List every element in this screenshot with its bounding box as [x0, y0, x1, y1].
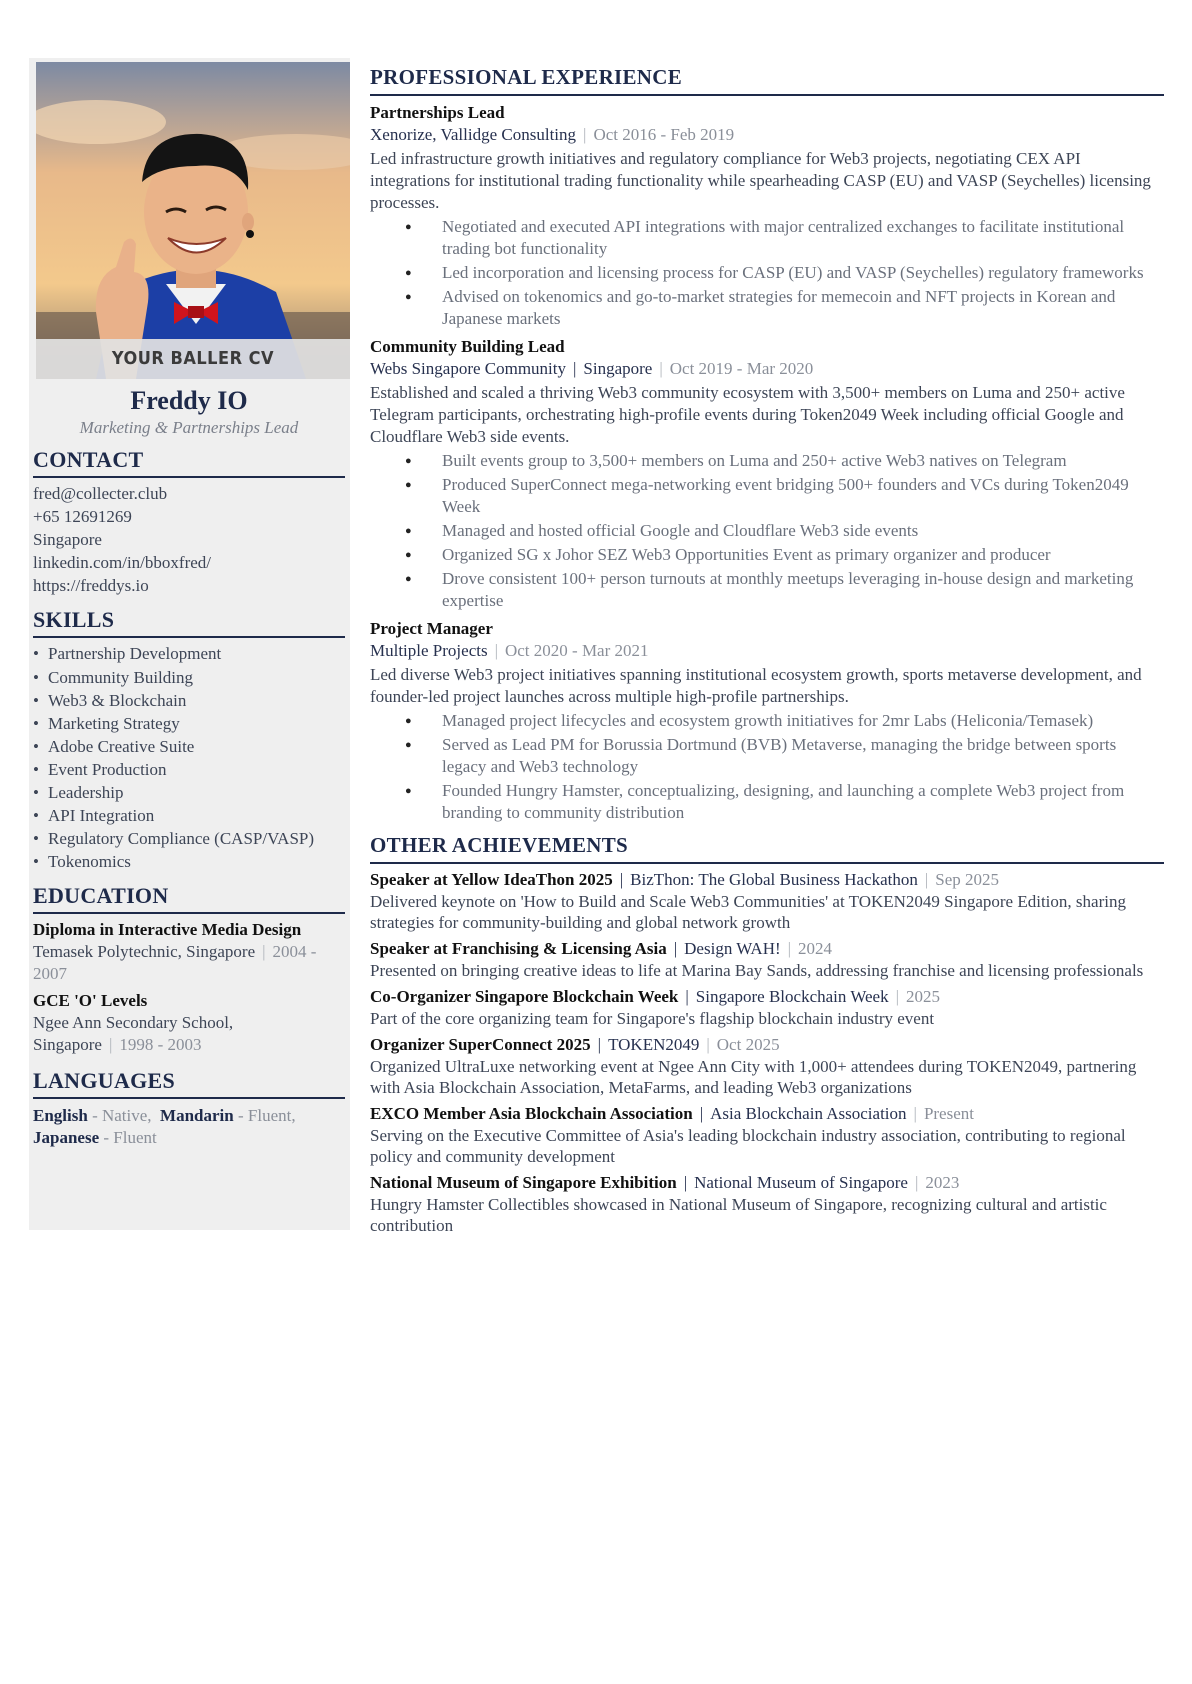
contact-email[interactable]: fred@collecter.club	[33, 484, 168, 503]
separator: |	[706, 1035, 710, 1054]
separator: |	[699, 1104, 704, 1123]
achievement-date: 2024	[798, 939, 833, 958]
achievement-header	[370, 1034, 1164, 1056]
job-bullet: ● Led incorporation and licensing process for CASP (EU) and VASP (Seychelles) regulatory frameworks	[370, 262, 1164, 284]
achievement-title: Organizer SuperConnect 2025	[370, 1035, 591, 1054]
achievement-entry	[370, 986, 1164, 1029]
main-content	[370, 64, 1164, 1236]
job-description: Led diverse Web3 project initiatives spanning institutional ecosystem growth, sports metaverse development, and founder-led project launches across multiple high-profile partnerships.	[370, 665, 1142, 706]
job-description: Established and scaled a thriving Web3 community ecosystem with 3,500+ members on Luma and 250+ active Telegram participants, orchestrating high-profile events during Token2049 Week including official Google and Cloudflare Web3 side events.	[370, 383, 1125, 446]
job-entry	[370, 102, 1164, 330]
separator: |	[597, 1035, 602, 1054]
achievement-title: National Museum of Singapore Exhibition	[370, 1173, 677, 1192]
achievement-description: Serving on the Executive Committee of Asia's leading blockchain industry association, contributing to regional policy and community development	[370, 1126, 1126, 1166]
education-dates: 2004 - 2007	[33, 942, 317, 984]
job-description: Led infrastructure growth initiatives and regulatory compliance for Web3 projects, negotiating CEX API integrations for institutional trading functionality while spearheading CASP (EU) and VASP (Seychelles) licensing processes.	[370, 149, 1151, 212]
separator: |	[583, 125, 587, 144]
job-org: Webs Singapore Community	[370, 359, 567, 378]
separator: |	[895, 987, 900, 1006]
language-level: - Fluent,	[237, 1106, 296, 1126]
job-bullet: ● Advised on tokenomics and go-to-market strategies for memecoin and NFT projects in Korean and Japanese markets	[370, 286, 1164, 330]
job-bullets	[370, 450, 1164, 612]
candidate-role: Marketing & Partnerships Lead	[79, 418, 299, 437]
separator: |	[685, 987, 689, 1006]
achievement-header	[370, 986, 1164, 1008]
language-name: Japanese	[33, 1128, 100, 1148]
contact-heading: CONTACT	[33, 447, 345, 478]
job-bullet: ● Negotiated and executed API integrations with major centralized exchanges to facilitate institutional trading bot functionality	[370, 216, 1164, 260]
profile-photo	[36, 62, 350, 379]
job-bullet: ● Managed project lifecycles and ecosystem growth initiatives for 2mr Labs (Heliconia/Temasek)	[370, 710, 1164, 732]
job-org: Multiple Projects	[370, 641, 488, 660]
languages-list	[33, 1105, 345, 1149]
achievement-header	[370, 869, 1164, 891]
achievement-title: Co-Organizer Singapore Blockchain Week	[370, 987, 679, 1006]
education-entry	[33, 989, 345, 1056]
separator: |	[659, 359, 663, 378]
skill-item: • Tokenomics	[33, 850, 345, 873]
separator: |	[914, 1173, 919, 1192]
achievement-org: Asia Blockchain Association	[710, 1104, 907, 1123]
achievement-org: Singapore Blockchain Week	[695, 987, 889, 1006]
language-name: Mandarin	[160, 1106, 234, 1126]
separator: |	[494, 641, 498, 660]
education-details	[33, 1012, 345, 1056]
job-dates: Oct 2016 - Feb 2019	[593, 125, 735, 144]
education-title: Diploma in Interactive Media Design	[33, 920, 302, 940]
skill-item: • Regulatory Compliance (CASP/VASP)	[33, 827, 345, 850]
job-entry	[370, 618, 1164, 824]
achievement-entry	[370, 1034, 1164, 1098]
achievement-entry	[370, 1172, 1164, 1236]
language-name: English	[33, 1106, 88, 1126]
job-bullet: ● Organized SG x Johor SEZ Web3 Opportunities Event as primary organizer and producer	[370, 544, 1164, 566]
achievement-date: 2025	[906, 987, 941, 1006]
achievement-date: Oct 2025	[716, 1035, 780, 1054]
job-title: Partnerships Lead	[370, 103, 505, 122]
separator: |	[619, 870, 624, 889]
separator: |	[924, 870, 929, 889]
job-bullet: ● Built events group to 3,500+ members on Luma and 250+ active Web3 natives on Telegram	[370, 450, 1164, 472]
separator: |	[108, 1035, 113, 1055]
separator: |	[787, 939, 792, 958]
job-bullet: ● Managed and hosted official Google and Cloudflare Web3 side events	[370, 520, 1164, 542]
job-dates: Oct 2020 - Mar 2021	[504, 641, 649, 660]
sidebar-content	[33, 385, 345, 1149]
skill-item: • Community Building	[33, 666, 345, 689]
skill-item: • Partnership Development	[33, 642, 345, 665]
achievement-entry	[370, 938, 1164, 981]
contact-linkedin[interactable]: linkedin.com/in/bboxfred/	[33, 553, 211, 573]
skills-list	[33, 642, 345, 873]
job-bullets	[370, 216, 1164, 330]
language-level: - Native,	[92, 1106, 152, 1126]
job-bullets	[370, 710, 1164, 824]
achievement-org: TOKEN2049	[608, 1035, 700, 1054]
contact-list	[33, 482, 345, 597]
achievement-date: Sep 2025	[935, 870, 1000, 889]
job-org: Xenorize, Vallidge Consulting	[370, 125, 577, 144]
separator: |	[913, 1104, 917, 1123]
achievement-org: BizThon: The Global Business Hackathon	[630, 870, 918, 889]
profile-photo-illustration	[36, 62, 350, 379]
job-entry	[370, 336, 1164, 612]
separator: |	[683, 1173, 688, 1192]
experience-heading: PROFESSIONAL EXPERIENCE	[370, 64, 1164, 96]
job-meta	[370, 124, 1164, 146]
education-details	[33, 941, 345, 985]
separator: |	[573, 359, 577, 378]
achievement-description: Hungry Hamster Collectibles showcased in National Museum of Singapore, recognizing cultural and artistic contribution	[370, 1195, 1107, 1235]
candidate-name: Freddy IO	[130, 386, 248, 415]
contact-phone[interactable]: +65 12691269	[33, 507, 132, 527]
skill-item: • API Integration	[33, 804, 345, 827]
job-title: Project Manager	[370, 619, 493, 638]
separator: |	[673, 939, 678, 958]
job-bullet: ● Founded Hungry Hamster, conceptualizing, designing, and launching a complete Web3 project from branding to community distribution	[370, 780, 1164, 824]
achievement-date: Present	[923, 1104, 974, 1123]
job-dates: Oct 2019 - Mar 2020	[669, 359, 814, 378]
education-title: GCE 'O' Levels	[33, 991, 148, 1011]
education-entry	[33, 918, 345, 985]
achievement-header	[370, 938, 1164, 960]
contact-location: Singapore	[33, 530, 102, 550]
achievement-entry	[370, 1103, 1164, 1167]
job-meta	[370, 358, 1164, 380]
achievement-description: Part of the core organizing team for Singapore's flagship blockchain industry event	[370, 1009, 935, 1028]
skill-item: • Web3 & Blockchain	[33, 689, 345, 712]
education-heading: EDUCATION	[33, 883, 345, 914]
achievement-header	[370, 1172, 1164, 1194]
job-location: Singapore	[583, 359, 653, 378]
job-title: Community Building Lead	[370, 337, 565, 356]
job-bullet: ● Drove consistent 100+ person turnouts at monthly meetups leveraging in-house design and marketing expertise	[370, 568, 1164, 612]
skill-item: • Leadership	[33, 781, 345, 804]
job-bullet: ● Produced SuperConnect mega-networking event bridging 500+ founders and VCs during Token2049 Week	[370, 474, 1164, 518]
achievement-description: Organized UltraLuxe networking event at Ngee Ann City with 1,000+ attendees during TOKEN2049, partnering with Asia Blockchain Association, MetaFarms, and leading Web3 organizations	[370, 1057, 1137, 1097]
languages-heading: LANGUAGES	[33, 1068, 345, 1099]
achievement-title: EXCO Member Asia Blockchain Association	[370, 1104, 693, 1123]
achievement-header	[370, 1103, 1164, 1125]
separator: |	[262, 942, 266, 962]
achievement-description: Delivered keynote on 'How to Build and Scale Web3 Communities' at TOKEN2049 Singapore Edition, sharing strategies for community-building and global network growth	[370, 892, 1126, 932]
achievements-heading: OTHER ACHIEVEMENTS	[370, 832, 1164, 864]
achievement-entry	[370, 869, 1164, 933]
achievement-org: Design WAH!	[684, 939, 781, 958]
education-dates: 1998 - 2003	[119, 1035, 202, 1055]
photo-caption: YOUR BALLER CV	[36, 339, 350, 379]
education-school: Temasek Polytechnic, Singapore	[33, 942, 256, 962]
job-bullet: ● Served as Lead PM for Borussia Dortmund (BVB) Metaverse, managing the bridge between sports legacy and Web3 technology	[370, 734, 1164, 778]
skill-item: • Adobe Creative Suite	[33, 735, 345, 758]
achievement-description: Presented on bringing creative ideas to life at Marina Bay Sands, addressing franchise and licensing professionals	[370, 961, 1144, 980]
sidebar	[29, 58, 350, 1230]
achievement-title: Speaker at Yellow IdeaThon 2025	[370, 870, 613, 889]
skills-heading: SKILLS	[33, 607, 345, 638]
contact-website[interactable]: https://freddys.io	[33, 576, 149, 596]
education-school: Ngee Ann Secondary School, Singapore	[33, 1013, 234, 1055]
achievement-title: Speaker at Franchising & Licensing Asia	[370, 939, 667, 958]
skill-item: • Marketing Strategy	[33, 712, 345, 735]
job-meta	[370, 640, 1164, 662]
language-level: - Fluent	[103, 1128, 157, 1148]
achievement-date: 2023	[925, 1173, 960, 1192]
skill-item: • Event Production	[33, 758, 345, 781]
achievement-org: National Museum of Singapore	[694, 1173, 908, 1192]
